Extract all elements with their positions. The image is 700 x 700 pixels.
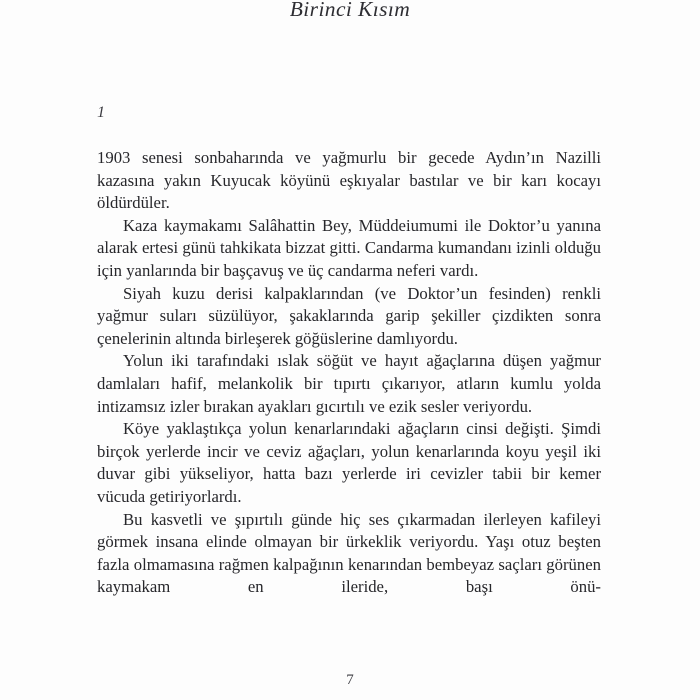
page-number: 7: [346, 672, 354, 688]
paragraph: Bu kasvetli ve şıpırtılı günde hiç ses çıkarmadan ilerleyen kafileyi görmek insana elinde olmayan bir ürkeklik veriyordu. Yaşı otuz beşten fazla olmamasına rağmen kalpağının kenarından bembeyaz saçları görünen kaymakam en ileride, başı önü-: [97, 509, 601, 597]
paragraph: Köye yaklaştıkça yolun kenarlarındaki ağaçların cinsi değişti. Şimdi birçok yerlerde incir ve ceviz ağaçları, yolun kenarlarında koyu yeşil iki duvar gibi yükseliyor, hatta bazı yerlerde iri cevizler tabii bir kemer vücuda getiriyorlardı.: [97, 419, 601, 506]
paragraph: Kaza kaymakamı Salâhattin Bey, Müddeiumumi ile Doktor’u yanına alarak ertesi günü tahkikata bizzat gitti. Candarma kumandanı izinli olduğu için yanlarında bir başçavuş ve üç candarma neferi vardı.: [97, 215, 601, 280]
paragraph: Siyah kuzu derisi kalpaklarından (ve Doktor’un fesinden) renkli yağmur suları süzülüyor, şakaklarında garip şekiller çizdikten sonra çenelerinin altında birleşerek göğüslerine damlıyordu.: [97, 283, 601, 348]
paragraph: 1903 senesi sonbaharında ve yağmurlu bir gecede Aydın’ın Nazilli kazasına yakın Kuyucak köyünü eşkıyalar bastılar ve bir karı kocayı öldürdüler.: [97, 148, 601, 213]
part-title: Birinci Kısım: [289, 0, 411, 21]
paragraph: Yolun iki tarafındaki ıslak söğüt ve hayıt ağaçlarına düşen yağmur damlaları hafif, melankolik bir tıpırtı çıkarıyor, atların kumlu yolda intizamsız izler bırakan ayakları gıcırtılı ve ezik sesler veriyordu.: [97, 351, 601, 416]
body-text: [97, 147, 601, 599]
chapter-number: 1: [97, 104, 105, 121]
